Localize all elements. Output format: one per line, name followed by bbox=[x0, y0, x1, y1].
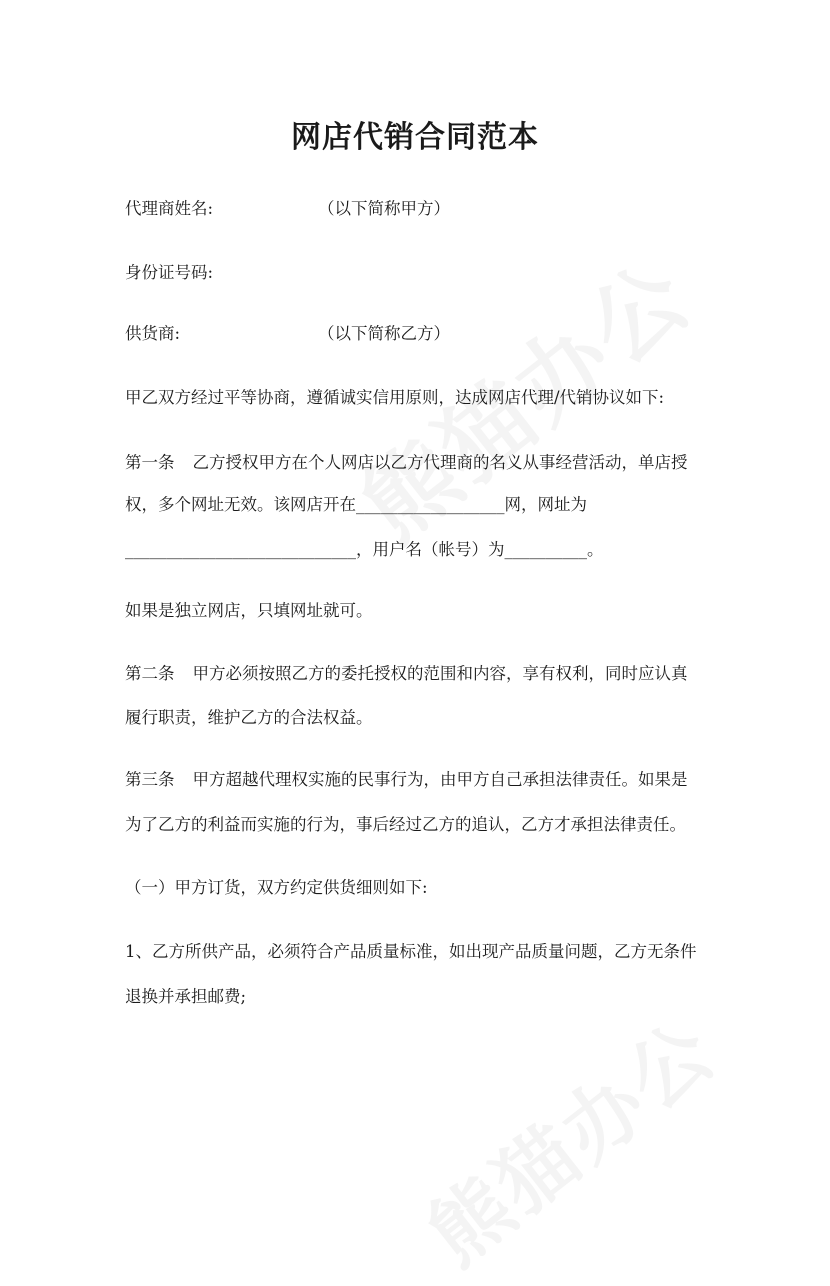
agent-name-row bbox=[125, 197, 213, 221]
section1-item1-line1: 1、乙方所供产品，必须符合产品质量标准，如出现产品质量问题，乙方无条件 bbox=[125, 942, 697, 961]
article1-note: 如果是独立网店，只填网址就可。 bbox=[125, 601, 373, 620]
article3-line1 bbox=[125, 768, 688, 792]
article1-line1 bbox=[125, 451, 688, 475]
article3-heading: 第三条 bbox=[125, 770, 175, 789]
intro-paragraph: 甲乙双方经过平等协商，遵循诚实信用原则，达成网店代理/代销协议如下: bbox=[125, 388, 665, 407]
article1-line3: ____________________________，用户名（帐号）为__________。 bbox=[125, 540, 604, 559]
article2-text1: 甲方必须按照乙方的委托授权的范围和内容，享有权利，同时应认真 bbox=[192, 664, 688, 683]
supplier-label: 供货商: bbox=[125, 324, 181, 343]
article2-line1 bbox=[125, 662, 688, 686]
supplier-note: （以下简称乙方） bbox=[318, 324, 450, 343]
id-number-label: 身份证号码: bbox=[125, 263, 214, 282]
agent-name-note: （以下简称甲方） bbox=[318, 199, 450, 218]
watermark bbox=[400, 989, 736, 1286]
article3-line2: 为了乙方的利益而实施的行为，事后经过乙方的追认，乙方才承担法律责任。 bbox=[125, 815, 686, 834]
article2-line2: 履行职责，维护乙方的合法权益。 bbox=[125, 708, 373, 727]
article1-heading: 第一条 bbox=[125, 453, 175, 472]
document-title: 网店代销合同范本 bbox=[291, 120, 539, 155]
agent-name-label: 代理商姓名: bbox=[125, 199, 214, 218]
article1-line2: 权，多个网址无效。该网店开在__________________网，网址为 bbox=[125, 495, 587, 514]
article1-text1: 乙方授权甲方在个人网店以乙方代理商的名义从事经营活动，单店授 bbox=[192, 453, 688, 472]
article3-text1: 甲方超越代理权实施的民事行为，由甲方自己承担法律责任。如果是 bbox=[192, 770, 688, 789]
section1-heading: （一）甲方订货，双方约定供货细则如下: bbox=[125, 878, 428, 897]
article2-heading: 第二条 bbox=[125, 664, 175, 683]
section1-item1-line2: 退换并承担邮费; bbox=[125, 987, 247, 1006]
